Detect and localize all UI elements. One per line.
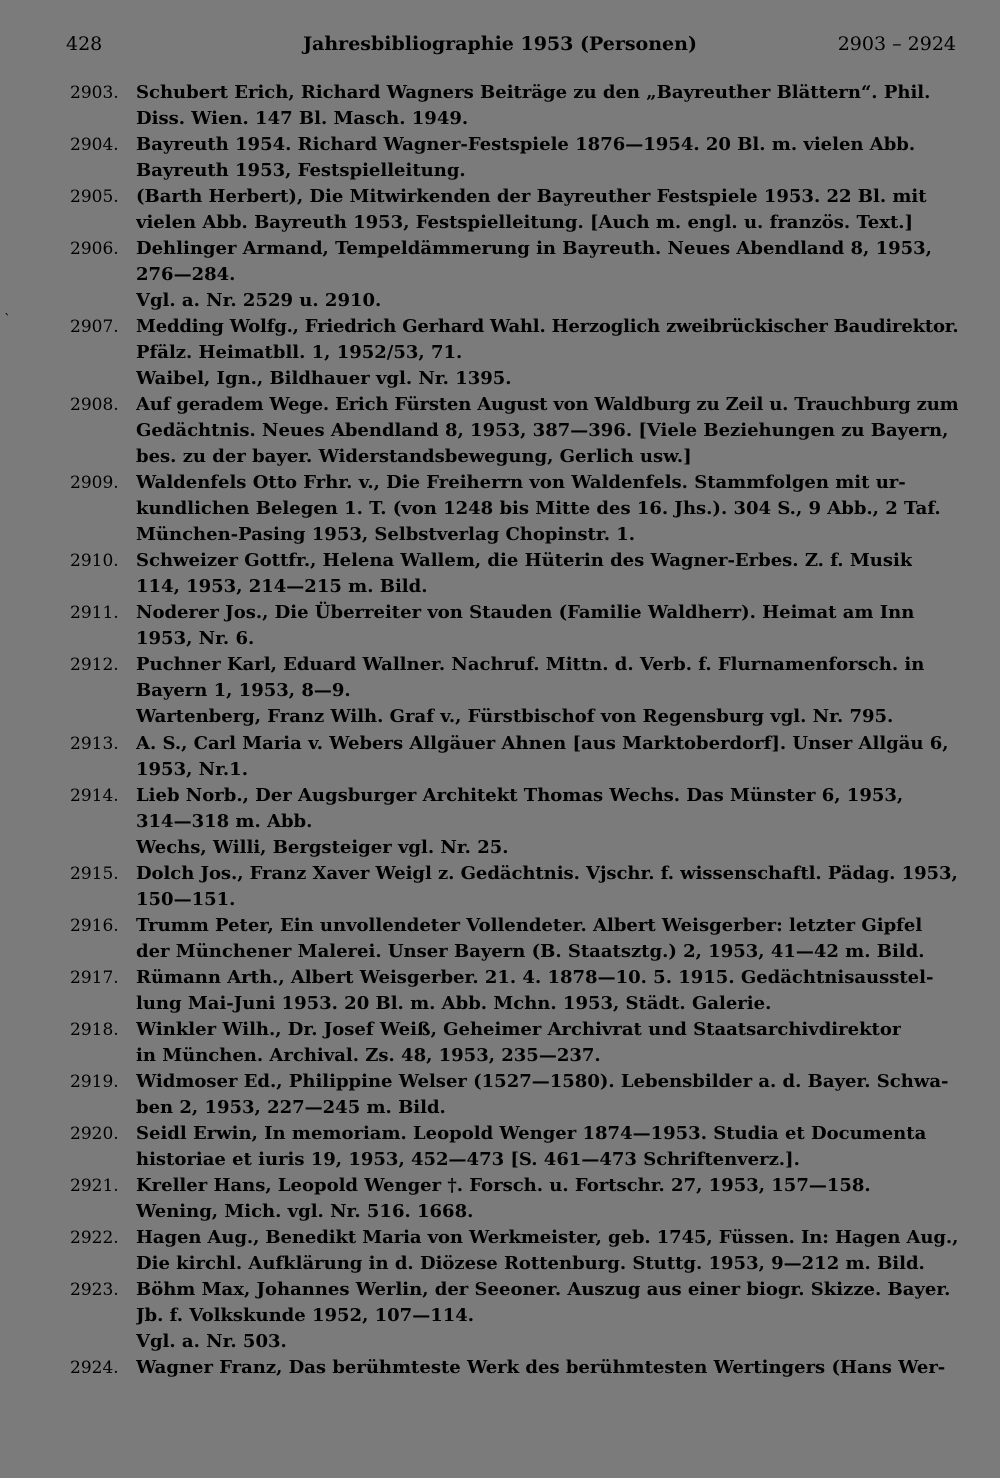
entry-line: der Münchener Malerei. Unser Bayern (B. Staatsztg.) 2, 1953, 41—42 m. Bild. <box>136 941 925 962</box>
entry-line: Trumm Peter, Ein unvollendeter Vollendeter. Albert Weisgerber: letzter Gipfel <box>136 915 923 936</box>
entry-line: Schweizer Gottfr., Helena Wallem, die Hüterin des Wagner-Erbes. Z. f. Musik <box>136 550 913 571</box>
entry-number: 2905. <box>70 187 119 207</box>
entry-line: Auf geradem Wege. Erich Fürsten August von Waldburg zu Zeil u. Trauchburg zum <box>136 394 959 415</box>
entry-line: Bayern 1, 1953, 8—9. <box>136 680 351 701</box>
entry-number: 2903. <box>70 83 119 103</box>
entry-number: 2910. <box>70 551 119 571</box>
entry-line: 1953, Nr. 6. <box>136 628 255 649</box>
entry-number: 2916. <box>70 916 119 936</box>
entry-line: Medding Wolfg., Friedrich Gerhard Wahl. Herzoglich zweibrückischer Baudirektor. <box>136 316 959 337</box>
entry-line: Wening, Mich. vgl. Nr. 516. 1668. <box>136 1201 474 1222</box>
running-title: Jahresbibliographie 1953 (Personen) <box>303 33 697 55</box>
entry-number: 2908. <box>70 395 119 415</box>
entry-number: 2918. <box>70 1020 119 1040</box>
entry-line: A. S., Carl Maria v. Webers Allgäuer Ahnen [aus Marktoberdorf]. Unser Allgäu 6, <box>136 733 949 754</box>
entry-number: 2909. <box>70 473 119 493</box>
entry-line: 150—151. <box>136 889 236 910</box>
entry-number: 2907. <box>70 317 119 337</box>
entry-line: Bayreuth 1953, Festspielleitung. <box>136 160 466 181</box>
entry-line: Widmoser Ed., Philippine Welser (1527—1580). Lebensbilder a. d. Bayer. Schwa- <box>136 1071 949 1092</box>
entry-number: 2911. <box>70 603 119 623</box>
entry-number: 2913. <box>70 734 119 754</box>
entry-line: 276—284. <box>136 264 236 285</box>
entry-line: Schubert Erich, Richard Wagners Beiträge zu den „Bayreuther Blättern“. Phil. <box>136 82 931 103</box>
entry-number: 2915. <box>70 864 119 884</box>
entry-line: Diss. Wien. 147 Bl. Masch. 1949. <box>136 108 469 129</box>
entry-number: 2914. <box>70 786 119 806</box>
entry-line: Noderer Jos., Die Überreiter von Stauden (Familie Waldherr). Heimat am Inn <box>136 602 915 623</box>
entry-number: 2919. <box>70 1072 119 1092</box>
entry-line: Die kirchl. Aufklärung in d. Diözese Rottenburg. Stuttg. 1953, 9—212 m. Bild. <box>136 1253 925 1274</box>
entry-range: 2903 – 2924 <box>837 33 956 55</box>
entry-number: 2912. <box>70 655 119 675</box>
entry-line: historiae et iuris 19, 1953, 452—473 [S. 461—473 Schriftenverz.]. <box>136 1149 800 1170</box>
entry-line: Bayreuth 1954. Richard Wagner-Festspiele 1876—1954. 20 Bl. m. vielen Abb. <box>136 134 916 155</box>
entry-line: 114, 1953, 214—215 m. Bild. <box>136 576 428 597</box>
entry-number: 2924. <box>70 1358 119 1378</box>
entry-number: 2922. <box>70 1228 119 1248</box>
entry-line: Kreller Hans, Leopold Wenger †. Forsch. u. Fortschr. 27, 1953, 157—158. <box>136 1175 871 1196</box>
margin-mark: ` <box>4 312 11 328</box>
entry-line: bes. zu der bayer. Widerstandsbewegung, Gerlich usw.] <box>136 446 692 467</box>
entry-line: Puchner Karl, Eduard Wallner. Nachruf. Mittn. d. Verb. f. Flurnamenforsch. in <box>136 654 925 675</box>
entry-line: Hagen Aug., Benedikt Maria von Werkmeister, geb. 1745, Füssen. In: Hagen Aug., <box>136 1227 959 1248</box>
entry-line: München-Pasing 1953, Selbstverlag Chopinstr. 1. <box>136 524 636 545</box>
entry-line: Pfälz. Heimatbll. 1, 1952/53, 71. <box>136 342 463 363</box>
entry-line: Wartenberg, Franz Wilh. Graf v., Fürstbischof von Regensburg vgl. Nr. 795. <box>136 706 894 727</box>
entry-line: (Barth Herbert), Die Mitwirkenden der Bayreuther Festspiele 1953. 22 Bl. mit <box>136 186 927 207</box>
entry-line: Dolch Jos., Franz Xaver Weigl z. Gedächtnis. Vjschr. f. wissenschaftl. Pädag. 1953, <box>136 863 958 884</box>
entry-line: Jb. f. Volkskunde 1952, 107—114. <box>136 1305 475 1326</box>
entry-number: 2906. <box>70 239 119 259</box>
entry-number: 2917. <box>70 968 119 988</box>
entry-line: Waldenfels Otto Frhr. v., Die Freiherrn von Waldenfels. Stammfolgen mit ur- <box>136 472 906 493</box>
entry-line: Vgl. a. Nr. 2529 u. 2910. <box>136 290 382 311</box>
entry-line: 314—318 m. Abb. <box>136 811 313 832</box>
entry-number: 2921. <box>70 1176 119 1196</box>
entry-line: Böhm Max, Johannes Werlin, der Seeoner. Auszug aus einer biogr. Skizze. Bayer. <box>136 1279 951 1300</box>
entry-line: Lieb Norb., Der Augsburger Architekt Thomas Wechs. Das Münster 6, 1953, <box>136 785 904 806</box>
entry-line: Dehlinger Armand, Tempeldämmerung in Bayreuth. Neues Abendland 8, 1953, <box>136 238 932 259</box>
entry-line: Wechs, Willi, Bergsteiger vgl. Nr. 25. <box>136 837 509 858</box>
entry-line: Winkler Wilh., Dr. Josef Weiß, Geheimer Archivrat und Staatsarchivdirektor <box>136 1019 902 1040</box>
entry-line: vielen Abb. Bayreuth 1953, Festspielleitung. [Auch m. engl. u. französ. Text.] <box>136 212 914 233</box>
entry-line: kundlichen Belegen 1. T. (von 1248 bis Mitte des 16. Jhs.). 304 S., 9 Abb., 2 Taf. <box>136 498 941 519</box>
entry-number: 2920. <box>70 1124 119 1144</box>
entry-line: Rümann Arth., Albert Weisgerber. 21. 4. 1878—10. 5. 1915. Gedächtnisausstel- <box>136 967 934 988</box>
entry-line: lung Mai-Juni 1953. 20 Bl. m. Abb. Mchn. 1953, Städt. Galerie. <box>136 993 772 1014</box>
entry-number: 2904. <box>70 135 119 155</box>
entry-line: Vgl. a. Nr. 503. <box>136 1331 287 1352</box>
entry-line: ben 2, 1953, 227—245 m. Bild. <box>136 1097 446 1118</box>
entry-line: in München. Archival. Zs. 48, 1953, 235—237. <box>136 1045 601 1066</box>
entry-number: 2923. <box>70 1280 119 1300</box>
entry-line: 1953, Nr.1. <box>136 759 248 780</box>
entry-line: Gedächtnis. Neues Abendland 8, 1953, 387—396. [Viele Beziehungen zu Bayern, <box>136 420 949 441</box>
entry-line: Seidl Erwin, In memoriam. Leopold Wenger 1874—1953. Studia et Documenta <box>136 1123 927 1144</box>
entry-line: Wagner Franz, Das berühmteste Werk des berühmtesten Wertingers (Hans Wer- <box>136 1357 946 1378</box>
entry-line: Waibel, Ign., Bildhauer vgl. Nr. 1395. <box>136 368 512 389</box>
page-number: 428 <box>66 33 103 55</box>
